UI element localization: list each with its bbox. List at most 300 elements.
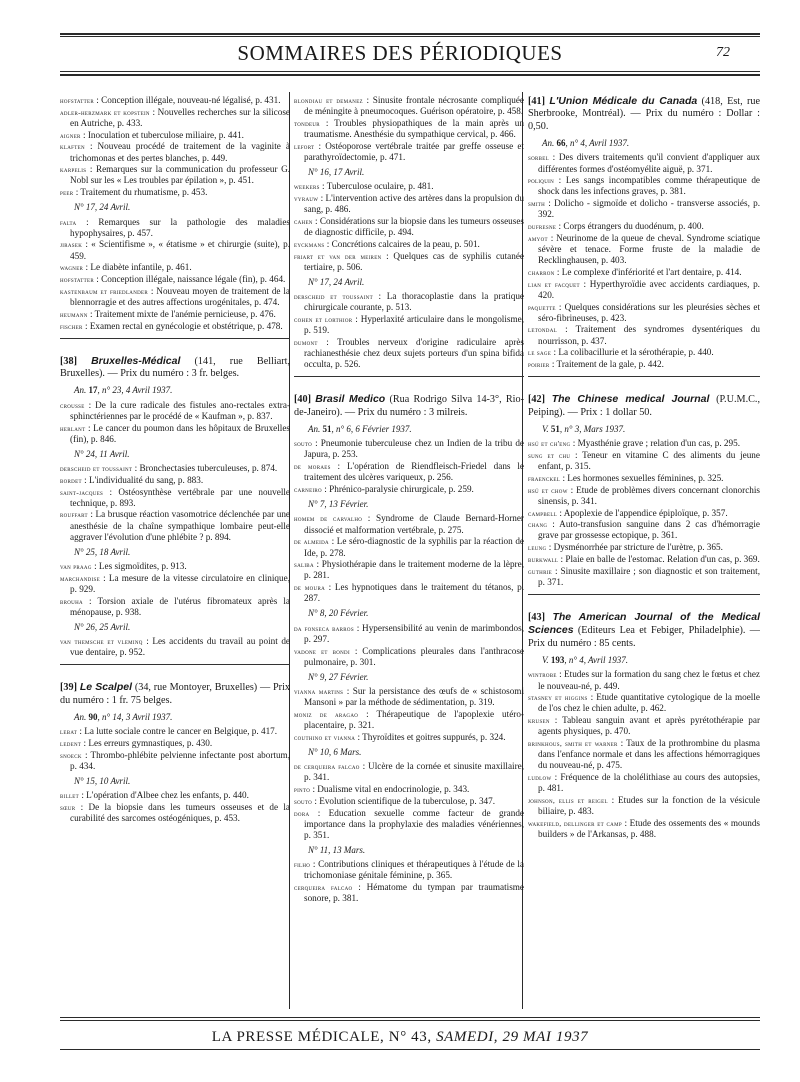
article-author: blondiau et demanez bbox=[294, 96, 363, 105]
article-entry bbox=[60, 286, 290, 308]
issue-heading: V. 51, n° 3, Mars 1937. bbox=[542, 424, 626, 435]
article-author: cahen bbox=[294, 216, 313, 226]
section-divider bbox=[528, 594, 760, 595]
article-author: saint-jacques bbox=[60, 487, 104, 497]
article-entry bbox=[528, 302, 760, 324]
journal-name: Le Scalpel bbox=[79, 681, 133, 694]
article-title: : Tableau sanguin avant et après pyrétothérapie par agents physiques, p. 470. bbox=[538, 715, 760, 737]
journal-heading bbox=[528, 95, 760, 133]
column-2 bbox=[294, 95, 524, 905]
article-entry bbox=[294, 513, 524, 535]
volume-number: 66 bbox=[556, 138, 566, 149]
article-entry bbox=[60, 274, 290, 285]
article-author: brinkhous, smith et warner bbox=[528, 739, 618, 749]
article-author: de almeida bbox=[294, 537, 329, 547]
issue-heading: An. 90, n° 14, 3 Avril 1937. bbox=[74, 712, 173, 723]
article-title: : Etude de problèmes divers concernant clonorchis sinensis, p. 341. bbox=[538, 484, 761, 506]
article-entry bbox=[60, 561, 290, 572]
article-title: : Le cancer du poumon dans les hôpitaux de Bruxelles (fin), p. 846. bbox=[70, 422, 290, 444]
article-title: : Sinusite maxillaire ; son diagnostic et son traitement, p. 371. bbox=[538, 565, 760, 587]
article-author: rouffart bbox=[60, 510, 88, 520]
article-entry bbox=[528, 324, 760, 346]
article-title: : Hématome du tympan par traumatisme sonore, p. 381. bbox=[304, 882, 524, 904]
article-title: : La mesure de la vitesse circulatoire en clinique, p. 929. bbox=[70, 572, 290, 594]
article-entry bbox=[60, 262, 290, 273]
article-author: moniz de aragao bbox=[294, 709, 359, 719]
journal-heading bbox=[60, 681, 290, 707]
article-author: sœur bbox=[60, 803, 76, 813]
journal-number: [41] bbox=[528, 96, 545, 107]
article-title: : Evolution scientifique de la tuberculose, p. 347. bbox=[312, 795, 496, 806]
article-title: : Etudes sur la fonction de la vésicule biliaire, p. 483. bbox=[538, 795, 760, 817]
article-entry bbox=[294, 239, 524, 250]
article-title: : Le complexe d'infériorité et l'art dentaire, p. 414. bbox=[554, 266, 742, 277]
article-author: crousse bbox=[60, 400, 85, 410]
issue-heading: N° 25, 18 Avril. bbox=[74, 546, 131, 557]
article-title: : L'intervention active des artères dans la propulsion du sang, p. 486. bbox=[304, 193, 524, 215]
article-author: bordet bbox=[60, 475, 82, 485]
article-author: hofstatter bbox=[60, 275, 94, 285]
article-title: : Thérapeutique de l'apoplexie utéro-placentaire, p. 321. bbox=[304, 708, 524, 731]
article-title: : La brusque réaction vasomotrice déclenchée par une anesthésie de la chaîne sympathique lombaire peut-elle aggraver l'évolution d'une phlébite ? p. 894. bbox=[70, 509, 290, 542]
article-author: hsü et chow bbox=[528, 485, 568, 495]
article-author: cerqueira falcao bbox=[294, 883, 353, 893]
article-entry bbox=[294, 484, 524, 495]
volume-number: 51 bbox=[550, 424, 560, 435]
article-author: adler-herzmark et kopstein bbox=[60, 107, 150, 117]
article-entry bbox=[528, 221, 760, 232]
article-author: johnson, ellis et reigel bbox=[528, 796, 608, 806]
article-author: jirasek bbox=[60, 240, 83, 250]
article-title: : Dysménorrhée par stricture de l'urètre, p. 365. bbox=[546, 542, 723, 553]
article-entry bbox=[60, 573, 290, 595]
article-title: : Ostéosynthèse vertébrale par une nouvelle technique, p. 893. bbox=[70, 486, 290, 508]
article-title: : Torsion axiale de l'utérus fibromateux après la ménopause, p. 938. bbox=[70, 595, 290, 617]
article-author: weekers bbox=[294, 182, 320, 192]
article-title: : Des divers traitements qu'il convient d'appliquer aux différentes formes d'ostéomyélite aiguë, p. 371. bbox=[538, 152, 760, 174]
article-author: vadone et bondi bbox=[294, 646, 350, 656]
article-author: da fonseca barros bbox=[294, 623, 354, 633]
issue-heading: N° 24, 11 Avril. bbox=[74, 448, 130, 459]
section-divider bbox=[528, 376, 760, 377]
article-title: : La thoracoplastie dans la pratique chirurgicale courante, p. 513. bbox=[304, 291, 524, 313]
article-entry bbox=[528, 795, 760, 817]
article-author: campbell bbox=[528, 508, 558, 518]
article-title: : Nouveau procédé de traitement de la vaginite à trichomonas et des pertes blanches, p. 449. bbox=[70, 141, 290, 163]
article-entry bbox=[294, 95, 524, 117]
article-title: : Les sigmoïdites, p. 913. bbox=[91, 561, 187, 572]
issue-heading: An. 66, n° 4, Avril 1937. bbox=[542, 138, 630, 149]
article-title: : Neurinome de la queue de cheval. Syndrome sciatique sévère et tenace. Forme fruste de la maladie de Recklinghausen, p. 403. bbox=[538, 232, 760, 266]
article-title: : Thyroïdites et goitres suppurés, p. 324. bbox=[355, 731, 506, 742]
article-entry bbox=[294, 141, 524, 163]
article-entry bbox=[60, 726, 290, 737]
footer-date: SAMEDI, 29 MAI 1937 bbox=[436, 1029, 589, 1045]
article-author: fischer bbox=[60, 321, 83, 331]
article-author: vyrauw bbox=[294, 194, 319, 204]
article-entry bbox=[294, 732, 524, 743]
article-author: billet bbox=[60, 791, 80, 801]
article-author: de moraes bbox=[294, 462, 331, 472]
article-title: : Quelques cas de syphilis cutanée tertiaire, p. 506. bbox=[304, 250, 524, 272]
article-entry bbox=[294, 216, 524, 238]
article-author: herlant bbox=[60, 423, 86, 433]
article-title: : Sur la persistance des œufs de « schistosomi Mansoni » par la méthode de sédimentation, p. 319. bbox=[304, 686, 524, 708]
article-entry bbox=[528, 152, 760, 174]
article-title: : Etudes sur la formation du sang chez le fœtus et chez le nouveau-né, p. 449. bbox=[538, 669, 760, 691]
volume-number: 51 bbox=[322, 424, 332, 435]
section-divider bbox=[294, 376, 524, 377]
article-title: : Le diabète infantile, p. 461. bbox=[83, 262, 192, 273]
article-title: : Inoculation et tuberculose miliaire, p. 441. bbox=[80, 129, 244, 140]
article-author: de cerqueira falcao bbox=[294, 762, 360, 772]
journal-details: (141, rue Belliart, Bruxelles). — Prix du numéro : 3 fr. belges. bbox=[60, 355, 291, 380]
article-entry bbox=[294, 559, 524, 581]
article-entry bbox=[60, 636, 290, 658]
article-entry bbox=[528, 692, 760, 714]
article-entry bbox=[294, 784, 524, 795]
article-entry bbox=[528, 267, 760, 278]
article-entry bbox=[528, 554, 760, 565]
article-title: : Plaie en balle de l'estomac. Relation d'un cas, p. 369. bbox=[558, 553, 760, 564]
footer-journal: LA PRESSE MÉDICALE, bbox=[211, 1029, 385, 1045]
article-author: wakefield, dellinger et camp bbox=[528, 819, 622, 828]
article-title: : Nouvelles recherches sur la silicose en Autriche, p. 433. bbox=[70, 106, 291, 128]
article-title: : « Scientifisme », « étatisme » et chirurgie (suite), p. 459. bbox=[70, 239, 290, 261]
article-title: : Traitement des syndromes dysentériques du nourrisson, p. 437. bbox=[538, 324, 760, 346]
article-author: karpelis bbox=[60, 165, 87, 175]
article-author: wintrobe bbox=[528, 670, 557, 680]
footer-number: N° 43, bbox=[388, 1029, 432, 1045]
article-author: derscheid et toussaint bbox=[60, 464, 133, 473]
article-title: : Quelques considérations sur les pleurésies sèches et séro-fibrineuses, p. 423. bbox=[538, 301, 760, 323]
article-title: : De la biopsie dans les tumeurs osseuses et de la curabilité des sarcomes ostéogéniques, p. 453. bbox=[70, 802, 290, 824]
article-title: : La lutte sociale contre le cancer en Belgique, p. 417. bbox=[77, 726, 278, 737]
section-divider bbox=[60, 338, 290, 339]
article-title: : Sinusite frontale nécrosante compliquée de méningite à pneumocoques. Guérison opératoire, p. 458. bbox=[304, 95, 525, 117]
journal-heading bbox=[294, 393, 524, 419]
article-entry bbox=[294, 582, 524, 604]
article-title: : Etude des ossements des « mounds builders » de l'Arkansas, p. 488. bbox=[538, 818, 761, 840]
article-author: souto bbox=[294, 796, 313, 806]
article-entry bbox=[528, 473, 760, 484]
article-author: falta bbox=[60, 217, 77, 227]
article-author: eyckmans bbox=[294, 239, 325, 249]
article-title: : Taux de la prothrombine du plasma dans l'enfance normale et dans les affections hémorragiques du nouveau-né, p. 475. bbox=[538, 738, 760, 771]
header-rule-top-thin bbox=[60, 36, 760, 37]
article-author: dufresne bbox=[528, 222, 557, 232]
article-title: : Ostéoporose vertébrale traitée par greffe osseuse et parathyroïdectomie, p. 471. bbox=[304, 140, 524, 162]
article-title: : L'opération d'Albee chez les enfants, p. 440. bbox=[79, 790, 249, 801]
article-entry bbox=[60, 130, 290, 141]
article-title: : Thrombo-phlébite pelvienne infectante post abortum, p. 434. bbox=[70, 749, 290, 772]
article-author: hsü et ch'eng bbox=[528, 439, 571, 449]
article-author: carneiro bbox=[294, 485, 322, 495]
article-title: : Les hypnotiques dans le traitement du tétanos, p. 287. bbox=[304, 582, 524, 604]
article-entry bbox=[528, 450, 760, 472]
article-author: sung et chu bbox=[528, 451, 571, 460]
article-author: smith bbox=[528, 199, 546, 209]
footer-rule bbox=[60, 1017, 760, 1018]
article-title: : Etude quantitative cytologique de la moelle de l'os chez le chien adulte, p. 462. bbox=[538, 692, 760, 714]
article-author: guthrie bbox=[528, 566, 553, 576]
article-author: leung bbox=[528, 543, 547, 553]
issue-heading: An. 51, n° 6, 6 Février 1937. bbox=[308, 424, 412, 435]
article-entry bbox=[528, 279, 760, 301]
journal-name: L'Union Médicale du Canada bbox=[549, 95, 698, 107]
article-title: : Remarques sur la pathologie des maladies hypophysaires, p. 457. bbox=[70, 216, 290, 238]
volume-number: 17 bbox=[88, 385, 98, 396]
article-author: friart et van der meiren bbox=[294, 251, 382, 261]
footer-rule-bottom bbox=[60, 1049, 760, 1050]
volume-number: 90 bbox=[88, 712, 98, 723]
page-title: SOMMAIRES DES PÉRIODIQUES bbox=[237, 41, 563, 65]
article-author: hofstatter bbox=[60, 96, 94, 105]
article-author: de moura bbox=[294, 583, 325, 593]
article-entry bbox=[294, 709, 524, 731]
article-title: : Fréquence de la cholélithiase au cours des autopsies, p. 481. bbox=[538, 772, 760, 794]
article-entry bbox=[60, 400, 290, 422]
footer-rule-2 bbox=[60, 1020, 760, 1021]
article-title: : De la cure radicale des fistules ano-rectales extra-sphinctériennes par le procédé de « Kaufman », p. 837. bbox=[70, 399, 290, 421]
article-entry bbox=[528, 519, 760, 541]
journal-name: Brasil Medico bbox=[315, 393, 386, 406]
article-entry bbox=[528, 715, 760, 737]
article-title: : Remarques sur la communication du professeur G. Nobl sur les « Les troubles par épilation », p. 451. bbox=[70, 164, 290, 186]
article-author: amyot bbox=[528, 233, 548, 243]
article-author: brouha bbox=[60, 596, 83, 606]
article-title: : Examen rectal en gynécologie et obstétrique, p. 478. bbox=[82, 320, 283, 331]
article-entry bbox=[60, 790, 290, 801]
article-author: snoeck bbox=[60, 750, 82, 760]
journal-number: [42] bbox=[528, 394, 545, 406]
issue-heading: N° 7, 13 Février. bbox=[308, 499, 369, 510]
article-entry bbox=[60, 423, 290, 445]
issue-heading: V. 193, n° 4, Avril 1937. bbox=[542, 655, 629, 666]
article-entry bbox=[294, 761, 524, 783]
article-author: dora bbox=[294, 808, 310, 818]
article-title: : Les erreurs gymnastiques, p. 430. bbox=[81, 738, 213, 749]
article-title: : Pneumonie tuberculeuse chez un Indien de la tribu de Japura, p. 253. bbox=[304, 438, 524, 460]
article-entry bbox=[294, 686, 524, 708]
issue-heading: N° 26, 25 Avril. bbox=[74, 622, 131, 632]
article-entry bbox=[60, 309, 290, 320]
article-entry bbox=[528, 508, 760, 519]
article-author: vianna martins bbox=[294, 687, 344, 696]
article-author: pinto bbox=[294, 785, 311, 795]
article-entry bbox=[60, 187, 290, 198]
article-title: : L'opération de Riendfleisch-Friedel dans le traitement des ulcères variqueux, p. 256. bbox=[304, 461, 524, 483]
article-author: lefort bbox=[294, 141, 315, 151]
article-author: couthino et vianna bbox=[294, 732, 356, 742]
article-author: homem de carvalho bbox=[294, 514, 363, 524]
issue-heading: N° 17, 24 Avril. bbox=[74, 202, 131, 213]
article-author: chang bbox=[528, 520, 548, 530]
article-author: wagner bbox=[60, 263, 84, 273]
article-title: : Traitement de la gale, p. 442. bbox=[549, 359, 664, 370]
article-title: : Concrétions calcaires de la peau, p. 501. bbox=[324, 238, 480, 249]
article-entry bbox=[294, 859, 524, 881]
article-entry bbox=[60, 487, 290, 509]
article-author: stasney et higgins bbox=[528, 693, 588, 703]
article-author: saliba bbox=[294, 560, 314, 570]
journal-number: [38] bbox=[60, 355, 77, 367]
article-entry bbox=[528, 542, 760, 553]
article-title: : Troubles nerveux d'origine radiculaire après rachianesthésie chez deux sujets porteurs d'un spina bifida occulta, p. 526. bbox=[304, 336, 524, 370]
article-author: souto bbox=[294, 439, 313, 449]
journal-heading bbox=[528, 611, 760, 650]
article-entry bbox=[60, 107, 290, 129]
article-author: van themsche et vleminq bbox=[60, 637, 143, 647]
footer bbox=[0, 1029, 800, 1046]
journal-details: (Rua Rodrigo Silva 14-3°, Rio-de-Janeiro). — Prix du numéro : 3 milreis. bbox=[294, 394, 525, 418]
issue-heading: N° 11, 13 Mars. bbox=[308, 845, 366, 855]
article-entry bbox=[528, 772, 760, 794]
issue-heading: N° 16, 17 Avril. bbox=[308, 167, 365, 178]
article-entry bbox=[528, 738, 760, 771]
page-number: 72 bbox=[716, 45, 730, 60]
article-author: poliquin bbox=[528, 176, 555, 186]
article-author: lebat bbox=[60, 727, 78, 737]
article-title: : Syndrome de Claude Bernard-Horner dissocié et malformation vertébrale, p. 275. bbox=[304, 513, 524, 535]
article-author: poirier bbox=[528, 360, 550, 370]
article-author: heumann bbox=[60, 309, 88, 319]
article-title: : Les hormones sexuelles féminines, p. 325. bbox=[560, 472, 724, 483]
article-title: : Traitement mixte de l'anémie pernicieuse, p. 476. bbox=[87, 308, 276, 319]
article-author: krusen bbox=[528, 716, 550, 726]
article-entry bbox=[294, 796, 524, 807]
article-author: ledent bbox=[60, 739, 82, 749]
article-entry bbox=[294, 808, 524, 841]
article-entry bbox=[60, 217, 290, 239]
article-title: : Corps étrangers du duodénum, p. 400. bbox=[556, 221, 704, 232]
article-entry bbox=[294, 337, 524, 370]
article-entry bbox=[528, 359, 760, 370]
article-author: le sage bbox=[528, 348, 552, 358]
article-title: : La colibacillurie et la sérothérapie, p. 440. bbox=[551, 347, 714, 358]
article-entry bbox=[60, 321, 290, 332]
article-entry bbox=[60, 738, 290, 749]
issue-heading: N° 10, 6 Mars. bbox=[308, 746, 362, 757]
article-title: : Hyperthyroïdie avec accidents cardiaques, p. 420. bbox=[538, 278, 760, 300]
column-3 bbox=[528, 95, 760, 841]
article-title: : Conception illégale, nouveau-né légalisé, p. 431. bbox=[94, 95, 281, 105]
issue-heading: N° 9, 27 Février. bbox=[308, 671, 369, 682]
article-entry bbox=[60, 95, 290, 106]
article-title: : Les accidents du travail au point de vue dentaire, p. 952. bbox=[70, 636, 290, 658]
journal-name: The Chinese medical Journal bbox=[551, 393, 710, 406]
journal-name: The American Journal of the Medical Sciences bbox=[528, 611, 761, 637]
article-entry bbox=[528, 233, 760, 266]
article-title: : Phrénico-paralysie chirurgicale, p. 259. bbox=[321, 484, 474, 495]
article-entry bbox=[60, 802, 290, 824]
article-title: : Traitement du rhumatisme, p. 453. bbox=[73, 187, 208, 198]
article-entry bbox=[294, 181, 524, 192]
article-title: : Ulcère de la cornée et sinusite maxillaire, p. 341. bbox=[304, 761, 525, 783]
issue-heading: N° 17, 24 Avril. bbox=[308, 276, 365, 287]
article-author: charron bbox=[528, 267, 555, 277]
article-title: : Le séro-diagnostic de la syphilis par la réaction de Ide, p. 278. bbox=[304, 536, 525, 558]
article-entry bbox=[528, 818, 760, 840]
article-entry bbox=[294, 118, 524, 140]
article-entry bbox=[60, 509, 290, 542]
header-rule-bottom bbox=[60, 71, 760, 72]
article-title: : Hypersensibilité au venin de marimbondos, p. 297. bbox=[304, 622, 524, 644]
issue-heading: An. 17, n° 23, 4 Avril 1937. bbox=[74, 385, 173, 396]
article-entry bbox=[294, 193, 524, 215]
article-author: filho bbox=[294, 860, 311, 870]
article-entry bbox=[294, 536, 524, 558]
article-author: letondal bbox=[528, 325, 557, 335]
article-entry bbox=[528, 485, 760, 507]
journal-heading bbox=[528, 393, 760, 419]
article-author: aigner bbox=[60, 130, 81, 140]
volume-number: 193 bbox=[550, 655, 565, 666]
article-author: burkwall bbox=[528, 554, 559, 564]
article-title: : Auto-transfusion sanguine dans 2 cas d'hémorragie grave par grossesse ectopique, p. 361. bbox=[538, 519, 760, 541]
journal-number: [39] bbox=[60, 682, 77, 694]
article-author: kastenbaum et friedlander bbox=[60, 286, 149, 296]
article-author: ludlow bbox=[528, 773, 552, 783]
article-entry bbox=[294, 251, 524, 273]
article-title: : Contributions cliniques et thérapeutiques à l'étude de la trichomoniase génitale féminine, p. 365. bbox=[304, 859, 524, 881]
header-rule-bottom-thick bbox=[60, 74, 760, 76]
article-entry bbox=[294, 291, 524, 313]
article-title: : Education sexuelle comme facteur de grande importance dans la prophylaxie des maladies vénériennes, p. 351. bbox=[304, 807, 524, 840]
article-title: : Conception illégale, naissance légale (fin), p. 464. bbox=[94, 274, 286, 285]
journal-details: (418, Est, rue Sherbrooke, Montréal). — Prix du numéro : Dollar : 0,50. bbox=[528, 96, 761, 132]
journal-heading bbox=[60, 355, 290, 381]
issue-heading: N° 15, 10 Avril. bbox=[74, 776, 131, 787]
article-entry bbox=[528, 438, 760, 449]
header-rule-top bbox=[60, 33, 760, 35]
article-entry bbox=[60, 141, 290, 163]
article-title: : Dualisme vital en endocrinologie, p. 343. bbox=[310, 784, 470, 795]
article-entry bbox=[294, 623, 524, 645]
journal-details: (Editeurs Lea et Febiger, Philadelphie). — Prix du numéro : 85 cents. bbox=[528, 625, 760, 649]
article-title: : Nouveau moyen de traitement de la blennorragie et des autres affections urogénitales, p. 474. bbox=[70, 285, 290, 307]
article-entry bbox=[60, 463, 290, 474]
article-title: : Troubles physiopathiques de la main après un traumatisme. Anesthésie du sympathique cervical, p. 466. bbox=[304, 117, 524, 140]
article-title: : Considérations sur la biopsie dans les tumeurs osseuses de diagnostic difficile, p. 494. bbox=[304, 215, 524, 238]
journal-details: (34, rue Montoyer, Bruxelles) — Prix du numéro : 1 fr. 75 belges. bbox=[60, 682, 290, 706]
journal-name: Bruxelles-Médical bbox=[91, 354, 181, 367]
article-title: : Les sangs incompatibles comme thérapeutique de shock dans les infections graves, p. 381. bbox=[538, 175, 760, 197]
section-divider bbox=[60, 664, 290, 665]
article-author: van praag bbox=[60, 562, 92, 572]
article-title: : L'individualité du sang, p. 883. bbox=[81, 474, 204, 485]
article-author: tondeur bbox=[294, 118, 320, 128]
article-entry bbox=[60, 750, 290, 772]
article-entry bbox=[60, 475, 290, 486]
article-author: dumont bbox=[294, 337, 318, 347]
article-author: paquette bbox=[528, 302, 556, 312]
journal-number: [43] bbox=[528, 612, 545, 624]
article-title: : Complications pleurales dans l'anthracose pulmonaire, p. 301. bbox=[304, 645, 525, 667]
article-title: : Tuberculose oculaire, p. 481. bbox=[319, 181, 434, 192]
article-entry bbox=[60, 596, 290, 618]
article-entry bbox=[528, 669, 760, 691]
article-author: derscheid et toussaint bbox=[294, 292, 373, 302]
issue-heading: N° 8, 20 Février. bbox=[308, 608, 369, 619]
article-author: fraenckel bbox=[528, 473, 561, 483]
article-author: peer bbox=[60, 188, 74, 198]
article-entry bbox=[294, 461, 524, 483]
article-title: : Myasthénie grave ; relation d'un cas, p. 295. bbox=[570, 438, 741, 449]
article-title: : Hyperlaxité articulaire dans le mongolisme, p. 519. bbox=[304, 313, 524, 336]
article-entry bbox=[294, 646, 524, 668]
article-entry bbox=[60, 164, 290, 186]
